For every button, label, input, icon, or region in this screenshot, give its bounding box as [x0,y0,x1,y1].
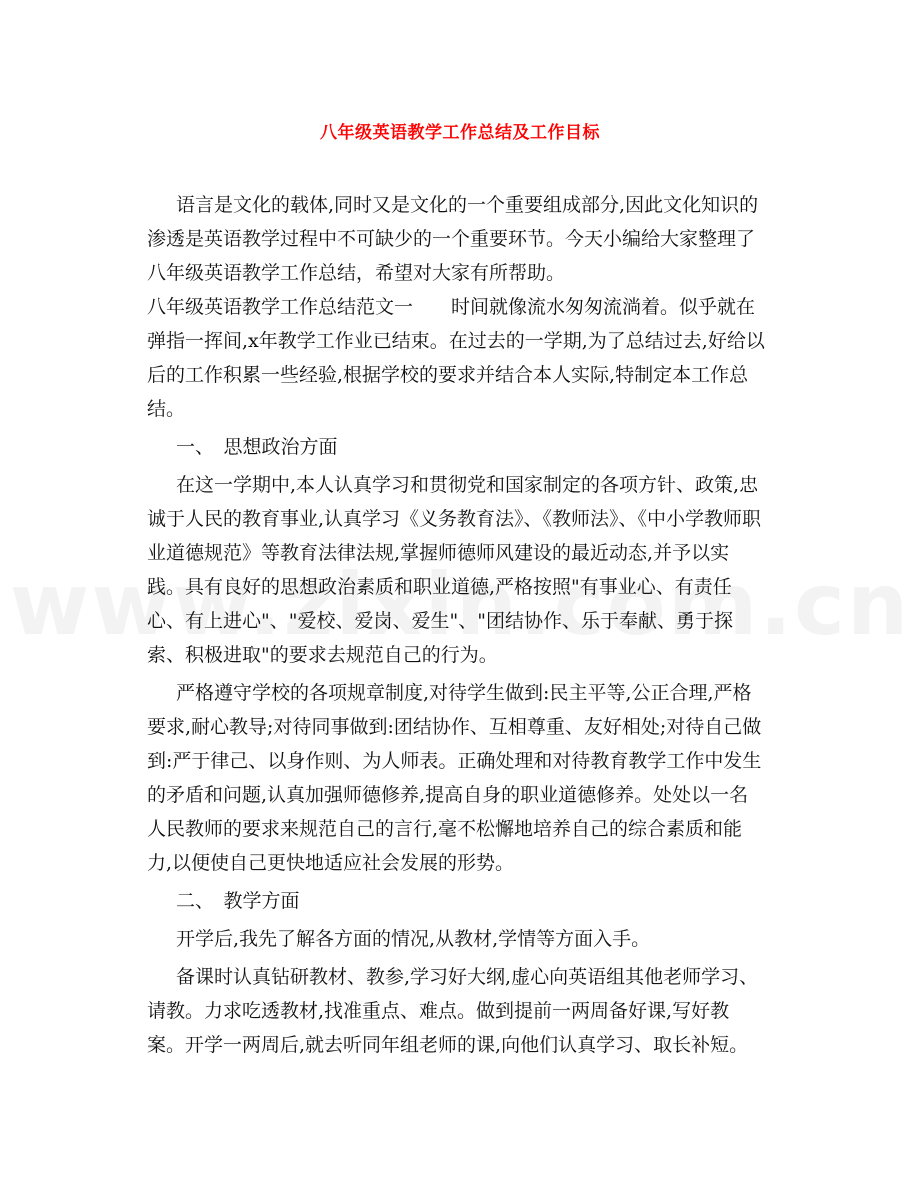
politics-paragraph: 在这一学期中,本人认真学习和贯彻党和国家制定的各项方针、政策,忠诚于人民的教育事业,认真学习《义务教育法》、《教师法》、《中小学教师职业道德规范》等教育法律法规,掌握师德师风建设的最近动态,并予以实践。具有良好的思想政治素质和职业道德,严格按照"有事业心、有责任心、有上进心"、"爱校、爱岗、爱生"、"团结协作、乐于奉献、勇于探索、积极进取"的要求去规范自己的行为。 [147,474,762,666]
section-heading-politics: 一、 思想政治方面 [176,436,338,458]
intro-paragraph: 语言是文化的载体,同时又是文化的一个重要组成部分,因此文化知识的渗透是英语教学过程中不可缺少的一个重要环节。今天小编给大家整理了八年级英语教学工作总结，希望对大家有所帮助。 [147,194,759,284]
document-body [147,188,767,1062]
lesson-prep-paragraph: 备课时认真钻研教材、教参,学习好大纲,虚心向英语组其他老师学习、请教。力求吃透教材,找准重点、难点。做到提前一两周备好课,写好教案。开学一两周后,就去听同年组老师的课,向他们认真学习、取长补短。 [147,966,759,1056]
section-heading-teaching: 二、 教学方面 [176,890,300,912]
document-title: 八年级英语教学工作总结及工作目标 [320,123,600,143]
teaching-start-paragraph: 开学后,我先了解各方面的情况,从教材,学情等方面入手。 [176,928,651,950]
sample-intro-paragraph: 八年级英语教学工作总结范文一 时间就像流水匆匆流淌着。似乎就在弹指一挥间,x年教学工作业已结束。在过去的一学期,为了总结过去,好给以后的工作积累一些经验,根据学校的要求并结合本人实际,特制定本工作总结。 [147,296,765,420]
discipline-paragraph: 严格遵守学校的各项规章制度,对待学生做到:民主平等,公正合理,严格要求,耐心教导;对待同事做到:团结协作、互相尊重、友好相处;对待自己做到:严于律己、以身作则、为人师表。正确处理和对待教育教学工作中发生的矛盾和问题,认真加强师德修养,提高自身的职业道德修养。处处以一名人民教师的要求来规范自己的言行,毫不松懈地培养自己的综合素质和能力,以便使自己更快地适应社会发展的形势。 [147,682,762,874]
